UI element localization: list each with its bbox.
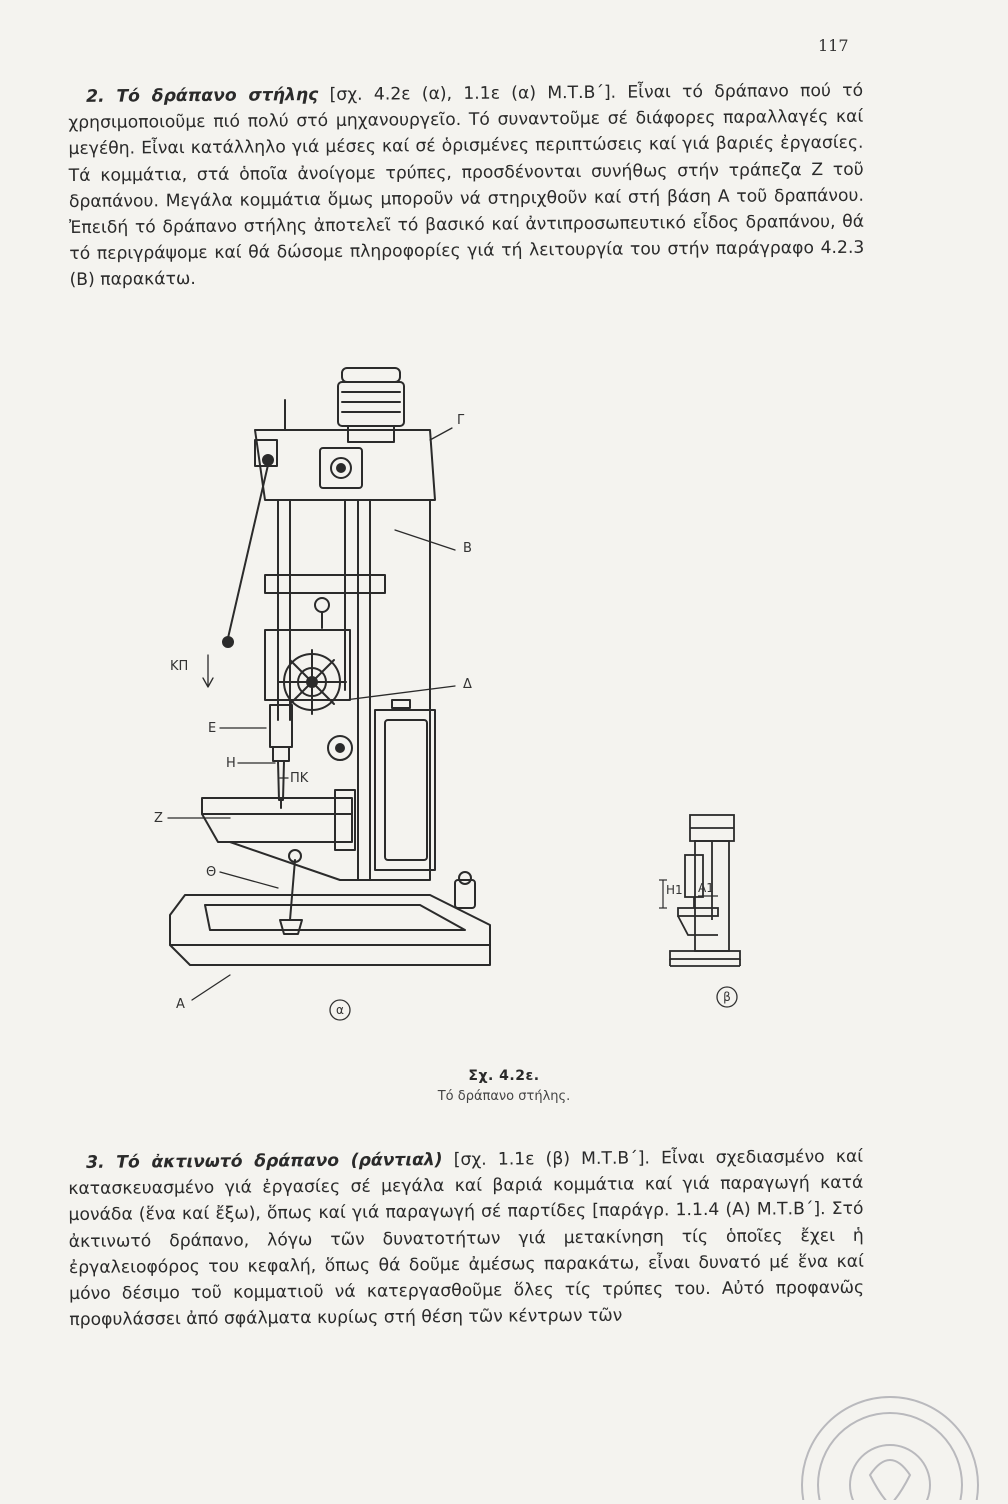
- label-alpha: Α: [176, 997, 185, 1012]
- label-zeta: Ζ: [154, 811, 163, 826]
- figure-caption-title: Τό δράπανο στήλης.: [437, 1089, 571, 1104]
- label-a1: Α1: [698, 881, 714, 895]
- stamp-seal-icon: [780, 1375, 980, 1500]
- paragraph-radial-drill: [68, 1144, 864, 1334]
- control-cabinet: [375, 700, 435, 870]
- gearbox-head: [255, 430, 435, 500]
- library-stamp: [780, 1375, 980, 1500]
- subfigure-b-label: β: [723, 990, 731, 1004]
- section-title-column-drill: 2. Τό δράπανο στήλης: [86, 85, 319, 107]
- base: [170, 872, 490, 965]
- paragraph-column-drill: [68, 78, 865, 294]
- page-number: 117: [818, 36, 849, 55]
- figure-column-drill: [130, 360, 770, 1040]
- label-kp: ΚΠ: [170, 659, 189, 674]
- section-text-column-drill: [σχ. 4.2ε (α), 1.1ε (α) Μ.Τ.Β΄]. Εἶναι τό δράπανο πού τό χρησιμοποιοῦμε πιό πολύ στό μηχανουργεῖο. Τό συναντοῦμε σέ διάφορες παραλλαγές καί μεγέθη. Εἶναι κατάλληλο γιά μέσες καί σέ ὁρισμένες περιπτώσεις καί γιά βαριές ἐργασίες. Τά κομμάτια, στά ὁποῖα ἀνοίγομε τρύπες, προσδένονται συνήθως στήν τράπεζα Ζ τοῦ δραπάνου. Μεγάλα κομμάτια ὅμως μποροῦν νά στηριχθοῦν καί στή βάση Α τοῦ δραπάνου. Ἐπειδή τό δράπανο στήλης ἀποτελεῖ τό βασικό καί ἀντιπροσωπευτικό εἶδος δραπάνου, θά τό περιγράψομε καί θά δώσομε πληροφορίες γιά τή λειτουργία του στήν παράγραφο 4.2.3 (Β) παρακάτω.: [68, 80, 865, 291]
- subfigure-a-label: α: [336, 1003, 344, 1017]
- section-text-radial-drill: [σχ. 1.1ε (β) Μ.Τ.Β΄]. Εἶναι σχεδιασμένο καί κατασκευασμένο γιά ἐργασίες σέ μεγάλα καί βαριά κομμάτια καί γιά παραγωγή κατά μονάδα (ἕνα καί ἔξω), ὅπως καί γιά παραγωγή σέ παρτίδες [παράγρ. 1.1.4 (Α) Μ.Τ.Β΄]. Στό ἀκτινωτό δράπανο, λόγω τῶν δυνατοτήτων γιά μετακίνηση τίς ὁποῖες ἔχει ἡ ἐργαλειοφόρος του κεφαλή, ὅπως θά δοῦμε ἀμέσως παρακάτω, εἶναι δυνατό μέ ἕνα καί μόνο δέσιμο τοῦ κομματιοῦ νά κατεργασθοῦμε ὅλες τίς τρύπες του. Αὐτό προφανῶς προφυλάσσει ἀπό σφάλματα κυρίως στή θέση τῶν κέντρων τῶν: [68, 1146, 865, 1331]
- label-h1: Η1: [666, 883, 683, 897]
- label-delta: Δ: [463, 677, 472, 692]
- column: [345, 500, 430, 880]
- drill-press-drawing: [130, 360, 770, 1040]
- label-gamma: Γ: [457, 413, 465, 428]
- label-eta: Η: [226, 756, 236, 771]
- figure-caption-number: Σχ. 4.2ε.: [468, 1068, 540, 1084]
- feed-lever: [223, 400, 285, 647]
- label-epsilon: Ε: [208, 721, 217, 736]
- label-theta: Θ: [206, 865, 217, 880]
- label-beta: Β: [463, 541, 472, 556]
- feed-box: [265, 575, 385, 760]
- section-title-radial-drill: 3. Τό ἀκτινωτό δράπανο (ράντιαλ): [86, 1150, 443, 1173]
- label-pk: ΠΚ: [290, 771, 309, 786]
- spindle: [270, 705, 292, 808]
